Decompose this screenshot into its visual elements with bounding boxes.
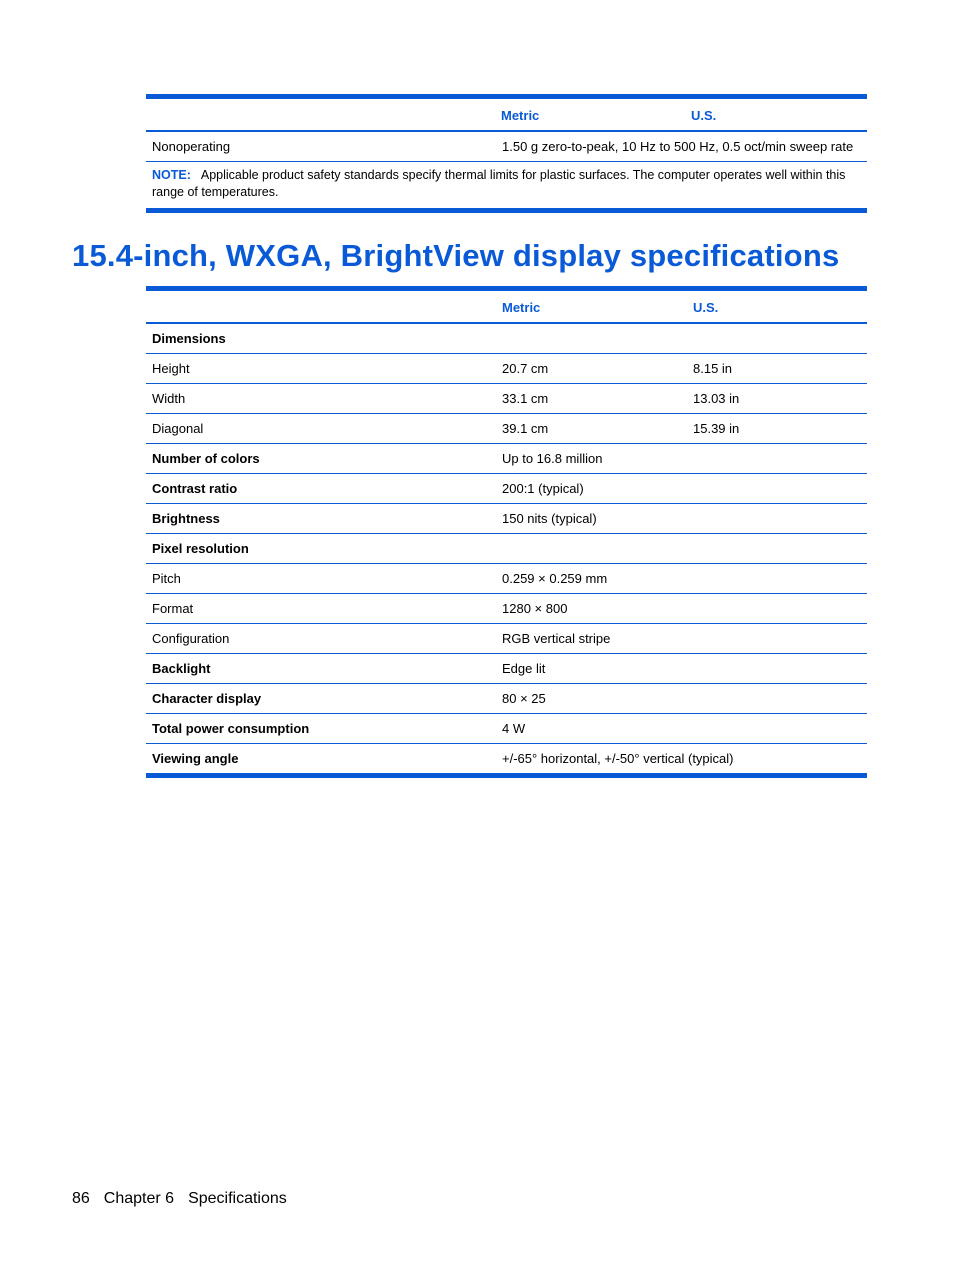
table-row xyxy=(146,684,867,714)
chapter-label: Chapter 6 xyxy=(103,1190,175,1207)
table-row xyxy=(146,744,867,773)
table-row xyxy=(146,132,867,162)
table-row xyxy=(146,624,867,654)
table-header-row xyxy=(146,291,867,324)
environment-table xyxy=(146,94,867,213)
row-metric-value: 4 W xyxy=(502,721,526,736)
row-label: Nonoperating xyxy=(152,139,231,154)
table-row xyxy=(146,504,867,534)
table-row xyxy=(146,594,867,624)
display-spec-table xyxy=(146,286,867,778)
row-metric-value: 20.7 cm xyxy=(502,361,549,376)
table-row xyxy=(146,564,867,594)
table-row xyxy=(146,474,867,504)
row-metric-value: 39.1 cm xyxy=(502,421,549,436)
row-label: Format xyxy=(152,601,194,616)
row-label: Number of colors xyxy=(152,451,260,466)
row-label: Pitch xyxy=(152,571,181,586)
row-metric-value: RGB vertical stripe xyxy=(502,631,611,646)
row-label: Total power consumption xyxy=(152,721,310,736)
row-label: Brightness xyxy=(152,511,220,526)
row-metric-value: +/-65° horizontal, +/-50° vertical (typical) xyxy=(502,751,734,766)
row-metric-value: 1280 × 800 xyxy=(502,601,568,616)
row-metric-value: 80 × 25 xyxy=(502,691,546,706)
table-row xyxy=(146,534,867,564)
spec-rows xyxy=(146,324,867,773)
chapter-title: Specifications xyxy=(188,1190,287,1207)
row-metric-value: 150 nits (typical) xyxy=(502,511,597,526)
table-row xyxy=(146,354,867,384)
table-bottom-rule xyxy=(146,208,867,213)
header-metric: Metric xyxy=(501,108,540,123)
table-row xyxy=(146,414,867,444)
note-text: Applicable product safety standards specify thermal limits for plastic surfaces. The computer operates well within this range of temperatures. xyxy=(152,168,846,199)
table-row xyxy=(146,324,867,354)
table-header-row xyxy=(146,99,867,132)
row-label: Contrast ratio xyxy=(152,481,238,496)
row-label: Pixel resolution xyxy=(152,541,249,556)
row-us-value: 15.39 in xyxy=(693,421,740,436)
page-number: 86 xyxy=(72,1190,90,1207)
row-label: Backlight xyxy=(152,661,211,676)
row-label: Configuration xyxy=(152,631,230,646)
row-label: Character display xyxy=(152,691,262,706)
header-us: U.S. xyxy=(693,300,719,315)
page-footer xyxy=(72,1190,301,1208)
row-label: Diagonal xyxy=(152,421,204,436)
row-label: Width xyxy=(152,391,186,406)
note xyxy=(146,162,867,208)
table-row xyxy=(146,384,867,414)
row-metric-value: Edge lit xyxy=(502,661,546,676)
section-title: 15.4-inch, WXGA, BrightView display specifications xyxy=(72,238,840,273)
row-us-value: 13.03 in xyxy=(693,391,740,406)
table-row xyxy=(146,714,867,744)
row-value: 1.50 g zero-to-peak, 10 Hz to 500 Hz, 0.5 oct/min sweep rate xyxy=(502,139,854,154)
table-row xyxy=(146,654,867,684)
row-label: Dimensions xyxy=(152,331,226,346)
header-metric: Metric xyxy=(502,300,541,315)
row-metric-value: Up to 16.8 million xyxy=(502,451,603,466)
row-us-value: 8.15 in xyxy=(693,361,733,376)
row-label: Viewing angle xyxy=(152,751,239,766)
row-metric-value: 200:1 (typical) xyxy=(502,481,584,496)
row-metric-value: 33.1 cm xyxy=(502,391,549,406)
row-metric-value: 0.259 × 0.259 mm xyxy=(502,571,608,586)
note-label: NOTE: xyxy=(152,168,191,182)
header-us: U.S. xyxy=(691,108,717,123)
row-label: Height xyxy=(152,361,190,376)
table-row xyxy=(146,444,867,474)
